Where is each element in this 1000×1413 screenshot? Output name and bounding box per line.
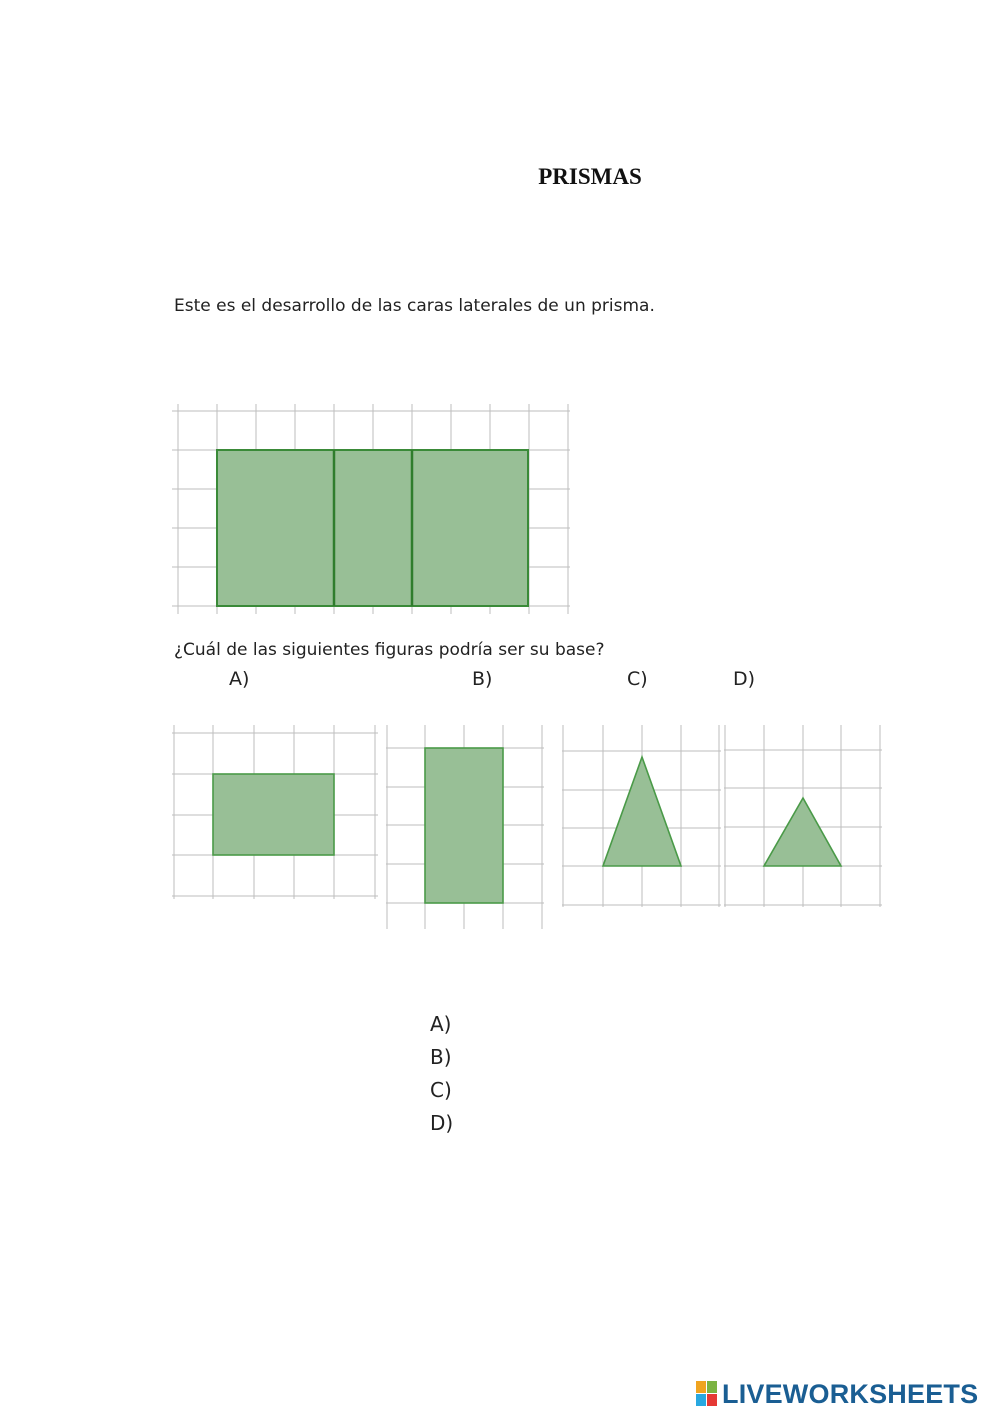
option-a-shape bbox=[213, 774, 334, 855]
answer-option-d[interactable]: D) bbox=[430, 1111, 454, 1135]
answer-option-a[interactable]: A) bbox=[430, 1012, 452, 1036]
figure-a-rectangle bbox=[172, 725, 380, 901]
figure-label-c: C) bbox=[627, 668, 648, 690]
figure-c-triangle bbox=[562, 725, 722, 909]
figure-label-b: B) bbox=[472, 668, 493, 690]
figure-label-a: A) bbox=[229, 668, 250, 690]
question-text: ¿Cuál de las siguientes figuras podría ser su base? bbox=[174, 640, 605, 660]
option-c-shape bbox=[603, 757, 681, 866]
answer-option-b[interactable]: B) bbox=[430, 1045, 452, 1069]
liveworksheets-logo-icon bbox=[696, 1381, 718, 1407]
option-b-shape bbox=[425, 748, 503, 903]
figure-label-d: D) bbox=[733, 668, 756, 690]
figure-b-rectangle bbox=[386, 725, 546, 931]
intro-text: Este es el desarrollo de las caras laterales de un prisma. bbox=[174, 296, 655, 316]
net-rectangle bbox=[217, 450, 528, 606]
lateral-faces-net bbox=[172, 400, 572, 615]
option-d-shape bbox=[764, 798, 841, 866]
page-title: PRISMAS bbox=[538, 164, 642, 189]
liveworksheets-logo bbox=[696, 1376, 978, 1412]
answer-option-c[interactable]: C) bbox=[430, 1078, 452, 1102]
liveworksheets-logo-text: LIVEWORKSHEETS bbox=[722, 1378, 979, 1409]
figure-d-triangle bbox=[724, 725, 884, 909]
